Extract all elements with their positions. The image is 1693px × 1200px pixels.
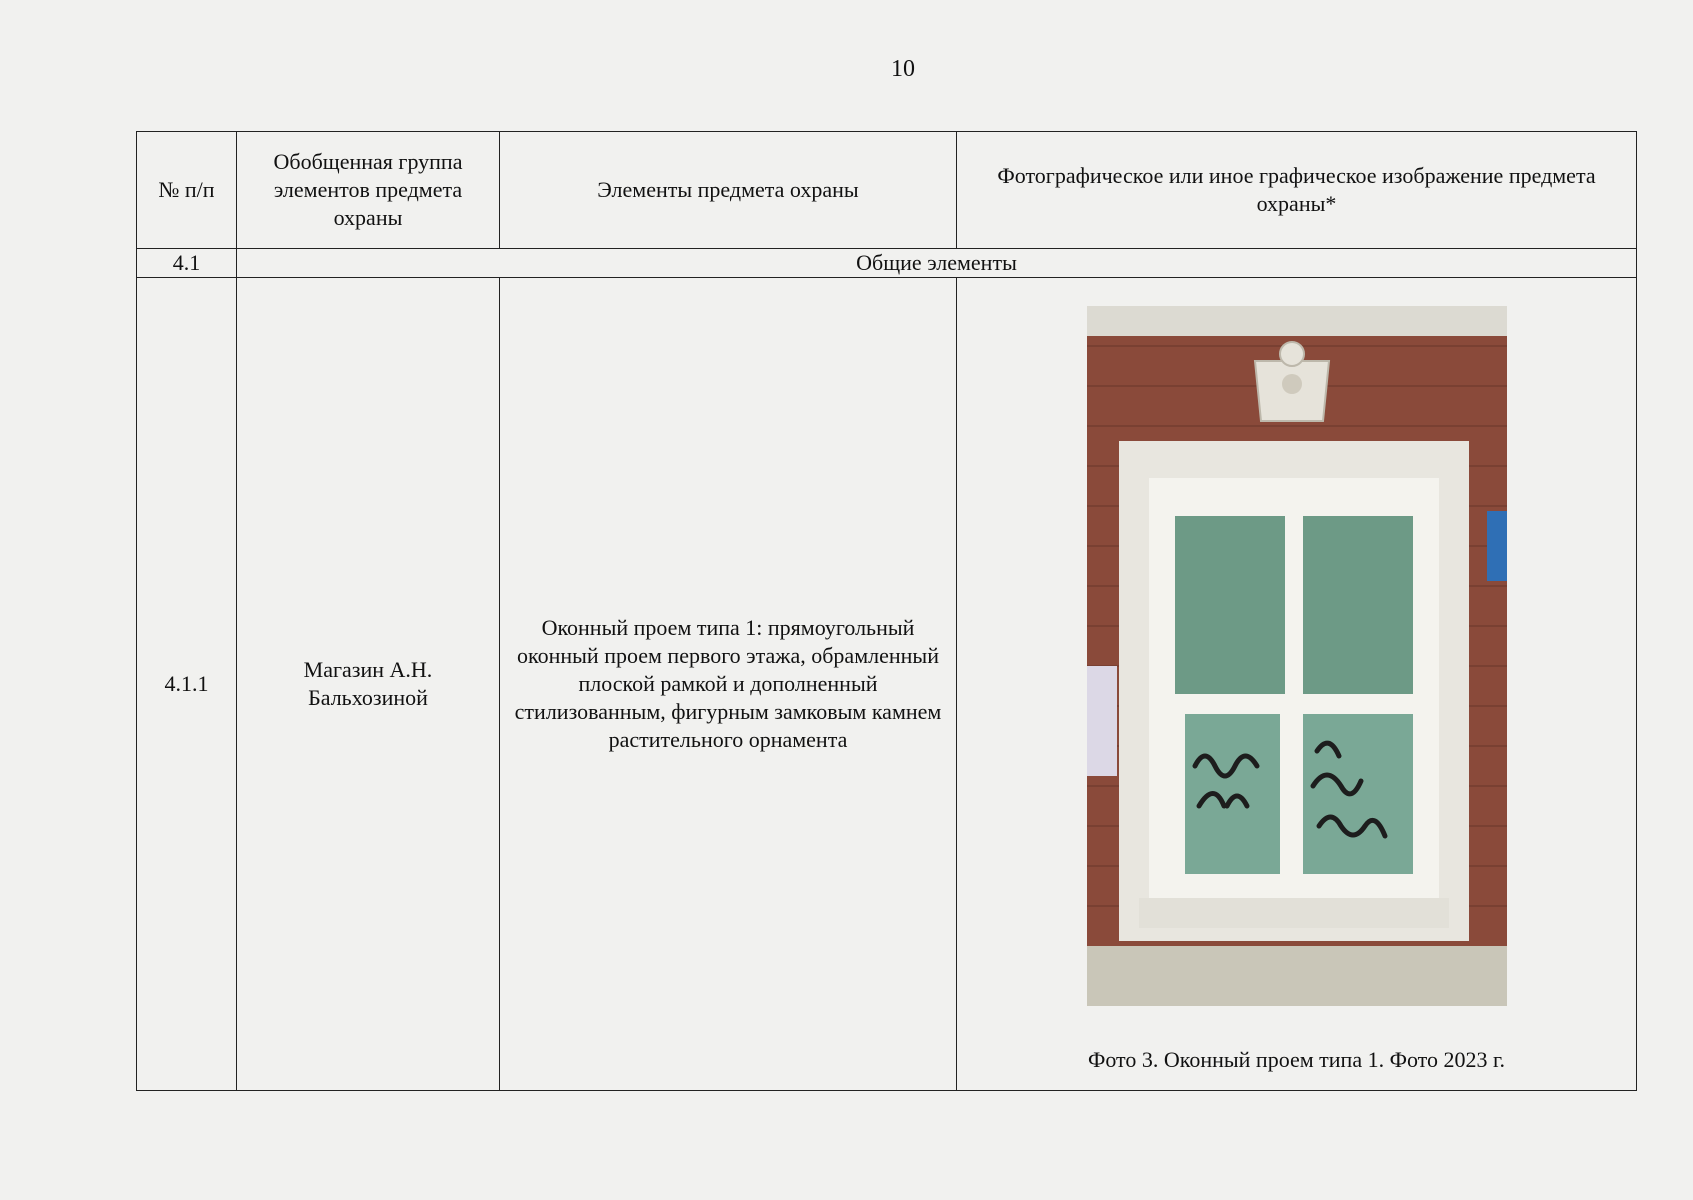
- header-elements: Элементы предмета охраны: [500, 132, 957, 249]
- header-group: Обобщенная группа элементов предмета охраны: [237, 132, 500, 249]
- section-title: Общие элементы: [237, 249, 1637, 278]
- item-number: 4.1.1: [137, 278, 237, 1091]
- item-group-text: Магазин А.Н. Бальхозиной: [303, 657, 433, 710]
- section-number: 4.1: [137, 249, 237, 278]
- table-row: [137, 278, 1637, 1091]
- item-elements: [500, 278, 957, 1091]
- item-group: [237, 278, 500, 1091]
- page-number: 10: [891, 56, 915, 82]
- window-photo-image: [1087, 306, 1507, 1006]
- protection-table: [136, 131, 1637, 1091]
- section-row: [137, 249, 1637, 278]
- item-photo-cell: [957, 278, 1637, 1091]
- table-header-row: [137, 132, 1637, 249]
- header-number: № п/п: [137, 132, 237, 249]
- window-photo: [1087, 306, 1507, 1006]
- item-elements-text: Оконный проем типа 1: прямоугольный оконный проем первого этажа, обрамленный плоской рамкой и дополненный стилизованным, фигурным замковым камнем растительного орнамента: [514, 615, 942, 752]
- header-photo: Фотографическое или иное графическое изображение предмета охраны*: [957, 132, 1637, 249]
- photo-caption: Фото 3. Оконный проем типа 1. Фото 2023 г.: [1087, 1047, 1506, 1072]
